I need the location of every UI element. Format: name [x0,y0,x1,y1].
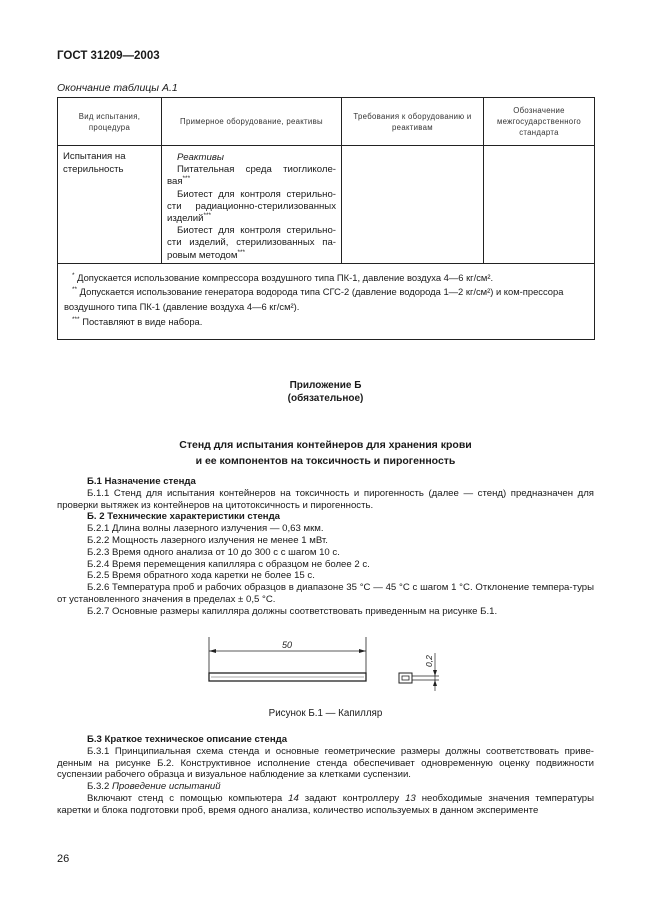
paragraph: Б.3.1 Принципиальная схема стенда и основные геометрические размеры должны соответствовать приве-денным на рисунке Б.2. Конструктивное исполнение стенда обеспечивает одновременную оценку подвижности суспензии рабочего образца и визуальное наблюдение за клетками суспензии. [57,745,594,781]
capillary-drawing [205,635,450,695]
standard-header: ГОСТ 31209—2003 [57,50,160,62]
table-header-row [58,98,595,146]
length-dimension-label: 50 [281,640,293,650]
reagent-item: Биотест для контроля стерильно-сти изделий, стерилизованных па-ровым методом*** [167,225,336,261]
paragraph: Б.2.3 Время одного анализа от 10 до 300 с с шагом 10 с. [87,546,340,558]
cell-equipment [162,146,342,264]
section-heading: Б.3 Краткое техническое описание стенда [87,734,288,745]
appendix-name: Приложение Б [289,380,362,391]
subsection-heading: Б.3.2 Проведение испытаний [87,781,221,793]
table-caption: Окончание таблицы А.1 [57,82,178,94]
appendix-status: (обязательное) [287,392,364,404]
paragraph: Б.2.4 Время перемещения капилляра с образцом не более 2 с. [87,558,370,570]
paragraph: Б.2.2 Мощность лазерного излучения не менее 1 мВт. [87,534,328,546]
thickness-dimension-label: 0,2 [424,655,434,667]
section-title: Стенд для испытания контейнеров для хранения крови и ее компонентов на токсичность и пирогенность [179,439,472,467]
cell-standard [484,146,595,264]
table-notes [58,263,595,339]
table-notes-row [58,263,595,339]
body-text-part2 [57,734,594,817]
figure-caption: Рисунок Б.1 — Капилляр [268,708,383,719]
paragraph: Включают стенд с помощью компьютера 14 задают контроллеру 13 необходимые значения температуры каретки и блока подготовки проб, время одного анализа, количество используемых в данном эксперименте [57,792,594,816]
reagents-heading: Реактивы [177,152,224,163]
paragraph: Б.2.5 Время обратного хода каретки не более 15 с. [87,570,315,582]
col-header-test: Вид испытания, процедура [58,98,162,146]
paragraph: Б.1.1 Стенд для испытания контейнеров на токсичность и пирогенность (далее — стенд) предназначен для проверки вытяжек из контейнеров на цитотоксичность и пирогенность. [57,487,594,511]
col-header-standard: Обозначение межгосударственного стандарта [484,98,595,146]
equipment-table [57,97,595,340]
footnote: * Допускается использование компрессора воздушного типа ПК-1, давление воздуха 4—6 кг/см². [72,271,494,283]
page-number: 26 [57,853,70,865]
table-row [58,146,595,264]
paragraph: Б.2.7 Основные размеры капилляра должны соответствовать приведенным на рисунке Б.1. [87,605,498,617]
section-heading: Б.1 Назначение стенда [87,476,196,487]
col-header-requirements: Требования к оборудованию и реактивам [342,98,484,146]
cell-test [58,146,162,264]
reagent-item: Питательная среда тиогликоле-вая*** [167,164,336,188]
paragraph: Б.2.1 Длина волны лазерного излучения — 0,63 мкм. [87,523,324,535]
paragraph: Б.2.6 Температура проб и рабочих образцов в диапазоне 35 °С — 45 °С с шагом 1 °С. Отклонение темпера-туры от установленного значения в пределах ± 0,5 °С. [57,582,594,605]
reagent-item: Биотест для контроля стерильно-сти радиационно-стерилизованных изделий*** [167,188,336,225]
footnote: *** Поставляют в виде набора. [72,315,203,327]
section-heading: Б. 2 Технические характеристики стенда [87,511,281,523]
body-text-part1 [57,476,594,618]
cell-requirements [342,146,484,264]
test-name: Испытания на стерильность [63,151,126,175]
footnote: ** Допускается использование генератора водорода типа СГС-2 (давление водорода 1—2 кг/см²) и ком-прессора воздушного типа ПК-1 (давление воздуха 4—6 кг/см²). [64,286,564,313]
appendix-heading [57,380,594,405]
col-header-equipment: Примерное оборудование, реактивы [162,98,342,146]
